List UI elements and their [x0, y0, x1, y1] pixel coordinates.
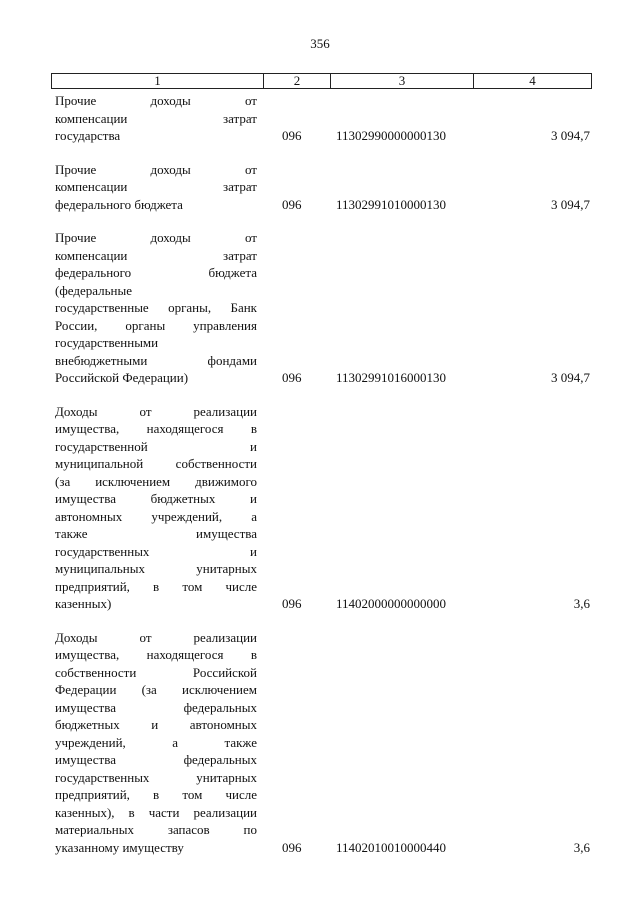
- description-line: Доходы от реализации: [55, 403, 257, 419]
- description-line: муниципальных унитарных: [55, 561, 257, 576]
- admin-code: 096: [282, 370, 302, 385]
- description-line: России, органы управления: [55, 317, 257, 333]
- table-row: [55, 403, 590, 613]
- budget-classification-code: 11302991010000130: [336, 196, 447, 212]
- description-line: имущества федеральных: [55, 752, 257, 767]
- description-line: предприятий, в том числе: [55, 787, 257, 802]
- description-line: (федеральные: [55, 282, 132, 298]
- amount: 3 094,7: [551, 370, 590, 385]
- description-line: предприятий, в том числе: [55, 578, 257, 594]
- description-line: указанному имуществу: [55, 839, 184, 855]
- description-line: Прочие доходы от: [55, 161, 257, 177]
- description-line: казенных): [55, 596, 112, 611]
- description-line: государственными: [55, 335, 159, 350]
- header-col-3: 3: [330, 74, 473, 88]
- budget-classification-code: 11302990000000130: [336, 128, 447, 143]
- description-line: государственных унитарных: [55, 769, 257, 785]
- page-number: 356: [310, 36, 330, 51]
- row-description: [55, 229, 257, 387]
- row-description: [55, 629, 257, 857]
- description-line: государственных и: [55, 543, 257, 559]
- description-line: государства: [55, 128, 121, 143]
- table-row: [55, 161, 590, 214]
- description-line: государственные органы, Банк: [55, 300, 257, 315]
- header-col-4: 4: [473, 74, 591, 88]
- description-line: имущества бюджетных и: [55, 491, 257, 506]
- row-description: [55, 92, 257, 145]
- description-line: имущества федеральных: [55, 699, 257, 715]
- description-line: Прочие доходы от: [55, 230, 257, 245]
- budget-classification-code: 11402010010000440: [336, 839, 447, 855]
- description-line: автономных учреждений, а: [55, 508, 257, 524]
- admin-code: 096: [282, 596, 302, 611]
- admin-code: 096: [282, 196, 302, 212]
- description-line: казенных), в части реализации: [55, 804, 257, 820]
- description-line: компенсации затрат: [55, 247, 257, 263]
- description-line: (за исключением движимого: [55, 473, 257, 489]
- budget-classification-code: 11302991016000130: [336, 370, 447, 385]
- table-row: [55, 229, 590, 387]
- admin-code: 096: [282, 839, 302, 855]
- row-description: [55, 403, 257, 613]
- description-line: федерального бюджета: [55, 265, 257, 280]
- description-line: муниципальной собственности: [55, 456, 257, 471]
- budget-classification-code: 11402000000000000: [336, 596, 447, 611]
- amount: 3,6: [573, 839, 590, 855]
- description-line: внебюджетными фондами: [55, 352, 257, 368]
- description-line: учреждений, а также: [55, 734, 257, 750]
- description-line: компенсации затрат: [55, 110, 257, 126]
- admin-code: 096: [282, 128, 302, 143]
- description-line: Российской Федерации): [55, 370, 189, 385]
- description-line: компенсации затрат: [55, 179, 257, 194]
- description-line: собственности Российской: [55, 664, 257, 680]
- description-line: материальных запасов по: [55, 822, 257, 837]
- description-line: Доходы от реализации: [55, 629, 257, 645]
- description-line: бюджетных и автономных: [55, 717, 257, 732]
- amount: 3 094,7: [551, 196, 590, 212]
- description-line: государственной и: [55, 438, 257, 454]
- header-col-1: 1: [154, 73, 161, 88]
- amount: 3,6: [573, 596, 590, 611]
- description-line: Прочие доходы от: [55, 93, 257, 108]
- table-row: [55, 92, 590, 145]
- description-line: имущества, находящегося в: [55, 647, 257, 662]
- table-row: [55, 629, 590, 857]
- row-description: [55, 161, 257, 214]
- description-line: имущества, находящегося в: [55, 421, 257, 436]
- table-header: [51, 73, 592, 89]
- description-line: Федерации (за исключением: [55, 682, 257, 697]
- amount: 3 094,7: [551, 128, 590, 143]
- description-line: федерального бюджета: [55, 196, 183, 212]
- description-line: также имущества: [55, 526, 257, 541]
- table-body: [55, 92, 590, 872]
- header-col-2: 2: [263, 74, 330, 88]
